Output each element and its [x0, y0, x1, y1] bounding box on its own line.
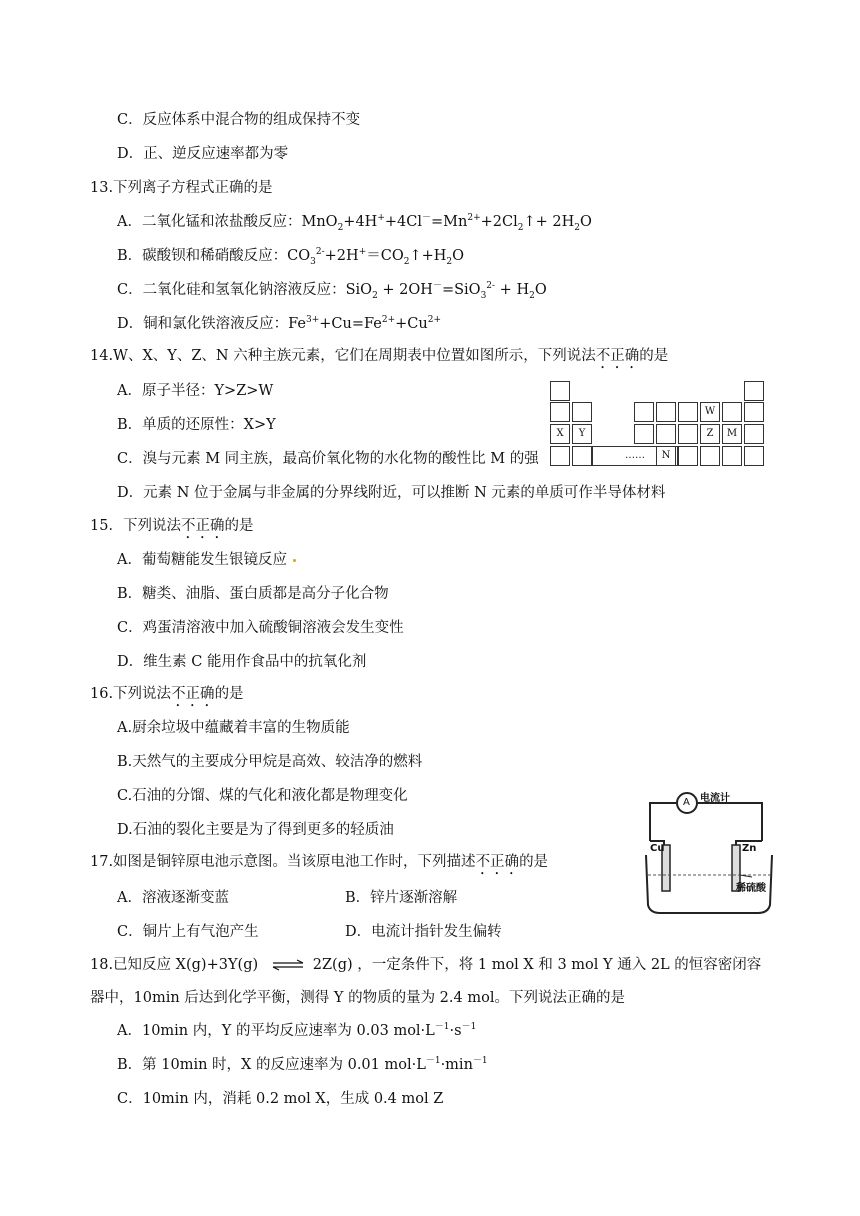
zn-label: Zn — [742, 843, 757, 854]
q17-option-b: B．锌片逐渐溶解 — [345, 890, 458, 906]
q18-option-c: C．10min 内，消耗 0.2 mol X，生成 0.4 mol Z — [117, 1091, 444, 1107]
cell-z: Z — [700, 424, 720, 444]
q18-stem-line1: 18.已知反应 X(g)+3Y(g) 2Z(g) ，一定条件下，将 1 mol X 和 3 mol Y 通入 2L 的恒容密闭容 — [90, 957, 762, 973]
cell-m: M — [722, 424, 742, 444]
cell-x: X — [550, 424, 570, 444]
q15-option-b: B．糖类、油脂、蛋白质都是高分子化合物 — [117, 586, 389, 602]
q18-option-a: A．10min 内，Y 的平均反应速率为 0.03 $mol\cdot L^{-1}\cdot s^{-1}$ — [117, 1022, 477, 1039]
q14-option-b: B．单质的还原性：X>Y — [117, 417, 276, 433]
q12-option-d: D．正、逆反应速率都为零 — [117, 146, 289, 162]
galvanic-cell-figure — [640, 783, 780, 919]
q16-option-a: A.厨余垃圾中蕴藏着丰富的生物质能 — [117, 720, 350, 736]
cell-y: Y — [572, 424, 592, 444]
q15-option-a: A．葡萄糖能发生银镜反应 — [117, 550, 296, 570]
meter-symbol: A — [683, 797, 690, 808]
cu-label: Cu — [650, 843, 665, 854]
q18-option-b: B．第 10min 时，X 的反应速率为 0.01 $mol\cdot L^{-1}\cdot\min^{-1}$ — [117, 1056, 488, 1073]
q13-option-c: C．二氧化硅和氢氧化钠溶液反应：$SiO_2 + 2OH^-=SiO_3^{2-} + H_2O$ — [117, 281, 547, 301]
q14-option-a: A．原子半径：Y>Z>W — [117, 383, 274, 399]
cell-w: W — [700, 402, 720, 422]
meter-label: 电流计 — [700, 793, 730, 804]
q15-option-c: C．鸡蛋清溶液中加入硫酸铜溶液会发生变性 — [117, 620, 404, 636]
q18-stem-line2: 器中，10min 后达到化学平衡，测得 Y 的物质的量为 2.4 mol。下列说法正确的是 — [90, 990, 625, 1006]
q16-option-d: D.石油的裂化主要是为了得到更多的轻质油 — [117, 822, 394, 838]
q16-option-b: B.天然气的主要成分甲烷是高效、较洁净的燃料 — [117, 754, 423, 770]
mark-dot — [293, 559, 296, 562]
acid-label: 稀硫酸 — [736, 883, 766, 894]
q12-option-c: C．反应体系中混合物的组成保持不变 — [117, 112, 361, 128]
q13-option-a: A．二氧化锰和浓盐酸反应：$MnO_2+4H^++4Cl^-=Mn^{2+}+2Cl_2↑+ 2H_2O$ — [117, 213, 592, 233]
q16-stem: 16.下列说法不正确的是 — [90, 686, 244, 702]
q13-option-d: D．铜和氯化铁溶液反应：$Fe^{3+}+Cu=Fe^{2+}+Cu^{2+}$ — [117, 315, 442, 332]
q14-option-d: D．元素 N 位于金属与非金属的分界线附近，可以推断 N 元素的单质可作半导体材料 — [117, 485, 666, 501]
cell-ellipsis: …… — [592, 446, 678, 466]
q17-option-d: D．电流计指针发生偏转 — [345, 924, 502, 940]
q13-stem: 13.下列离子方程式正确的是 — [90, 180, 273, 196]
q17-option-c: C．铜片上有气泡产生 — [117, 924, 259, 940]
q16-option-c: C.石油的分馏、煤的气化和液化都是物理变化 — [117, 788, 408, 804]
equilibrium-arrow-icon — [271, 959, 305, 971]
cell-n: N — [656, 446, 676, 466]
q17-option-a: A．溶液逐渐变蓝 — [117, 890, 229, 906]
q14-option-c: C．溴与元素 M 同主族，最高价氧化物的水化物的酸性比 M 的强 — [117, 451, 539, 467]
q17-stem: 17.如图是铜锌原电池示意图。当该原电池工作时，下列描述不正确的是 — [90, 854, 549, 870]
q14-stem: 14.W、X、Y、Z、N 六种主族元素，它们在周期表中位置如图所示，下列说法不正确的是 — [90, 348, 669, 364]
q13-option-b: B．碳酸钡和稀硝酸反应：$CO_3^{2-}+2H^+=CO_2↑+H_2O$ — [117, 247, 465, 267]
q15-stem: 15．下列说法不正确的是 — [90, 518, 254, 534]
q15-option-d: D．维生素 C 能用作食品中的抗氧化剂 — [117, 654, 367, 670]
